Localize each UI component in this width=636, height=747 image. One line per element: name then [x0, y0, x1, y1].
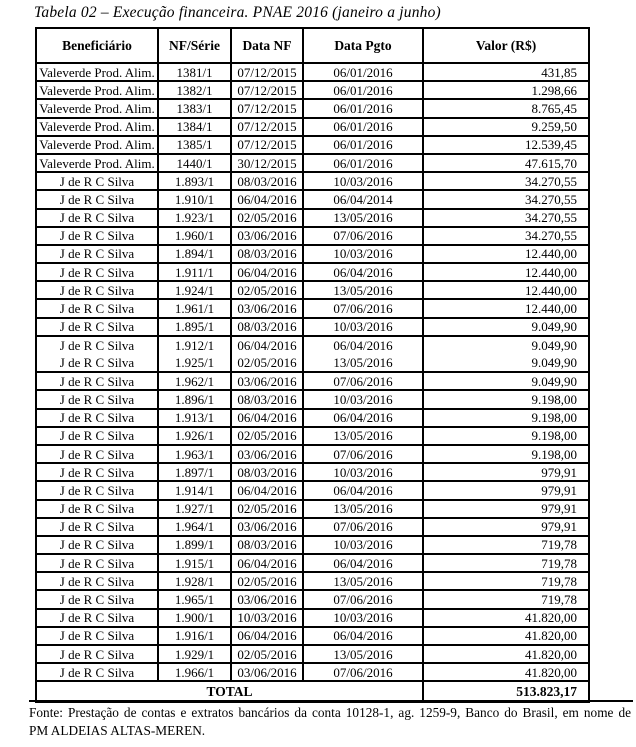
cell-data-pgto: 06/04/2016: [303, 409, 423, 427]
total-label: TOTAL: [36, 681, 423, 702]
page-title: Tabela 02 – Execução financeira. PNAE 2016 (janeiro a junho): [34, 4, 441, 21]
cell-nf-serie: 1.896/1: [158, 390, 231, 408]
cell-nf-serie: 1384/1: [158, 118, 231, 136]
cell-nf-serie: 1.924/1: [158, 281, 231, 299]
table-row: [36, 154, 589, 172]
cell-data-pgto: 06/04/2016: [303, 554, 423, 572]
cell-beneficiario: J de R C Silva: [36, 190, 158, 208]
cell-data-nf: 08/03/2016: [231, 245, 303, 263]
cell-data-pgto: 10/03/2016: [303, 390, 423, 408]
table-row: [36, 336, 589, 354]
table-row: [36, 427, 589, 445]
cell-data-nf: 08/03/2016: [231, 536, 303, 554]
cell-nf-serie: 1.961/1: [158, 299, 231, 317]
cell-beneficiario: J de R C Silva: [36, 590, 158, 608]
cell-data-nf: 02/05/2016: [231, 281, 303, 299]
cell-beneficiario: J de R C Silva: [36, 209, 158, 227]
table-row: [36, 409, 589, 427]
cell-beneficiario: J de R C Silva: [36, 663, 158, 681]
cell-data-nf: 08/03/2016: [231, 172, 303, 190]
cell-data-nf: 08/03/2016: [231, 390, 303, 408]
cell-data-nf: 07/12/2015: [231, 136, 303, 154]
cell-valor: 9.049,90: [423, 318, 589, 336]
cell-data-nf: 06/04/2016: [231, 190, 303, 208]
financial-table: [35, 27, 590, 703]
cell-valor: 9.198,00: [423, 390, 589, 408]
cell-valor: 979,91: [423, 463, 589, 481]
table-row: [36, 99, 589, 117]
header-cell-data-pgto: Data Pgto: [303, 28, 423, 63]
cell-valor: 9.259,50: [423, 118, 589, 136]
table-row: [36, 81, 589, 99]
cell-beneficiario: J de R C Silva: [36, 409, 158, 427]
header-cell-data-nf: Data NF: [231, 28, 303, 63]
cell-data-pgto: 07/06/2016: [303, 663, 423, 681]
cell-data-nf: 08/03/2016: [231, 463, 303, 481]
cell-valor: 9.049,90: [423, 372, 589, 390]
cell-nf-serie: 1.962/1: [158, 372, 231, 390]
cell-data-pgto: 06/01/2016: [303, 81, 423, 99]
cell-data-nf: 02/05/2016: [231, 500, 303, 518]
table-row: [36, 645, 589, 663]
cell-beneficiario: J de R C Silva: [36, 336, 158, 354]
cell-nf-serie: 1.928/1: [158, 572, 231, 590]
cell-valor: 41.820,00: [423, 663, 589, 681]
cell-data-pgto: 13/05/2016: [303, 281, 423, 299]
cell-nf-serie: 1.899/1: [158, 536, 231, 554]
cell-valor: 12.440,00: [423, 245, 589, 263]
cell-nf-serie: 1.929/1: [158, 645, 231, 663]
cell-valor: 41.820,00: [423, 645, 589, 663]
cell-nf-serie: 1.914/1: [158, 481, 231, 499]
cell-data-nf: 07/12/2015: [231, 81, 303, 99]
table-row: [36, 281, 589, 299]
cell-nf-serie: 1.910/1: [158, 190, 231, 208]
cell-nf-serie: 1.895/1: [158, 318, 231, 336]
cell-valor: 8.765,45: [423, 99, 589, 117]
table-row: [36, 390, 589, 408]
table-row: [36, 190, 589, 208]
cell-valor: 979,91: [423, 481, 589, 499]
cell-data-nf: 02/05/2016: [231, 427, 303, 445]
table-row: [36, 263, 589, 281]
source-note-line1: Fonte: Prestação de contas e extratos bancários da conta 10128-1, ag. 1259-9, Banco do Brasil, em nome de: [29, 705, 631, 720]
cell-data-pgto: 06/04/2014: [303, 190, 423, 208]
cell-data-nf: 02/05/2016: [231, 572, 303, 590]
cell-data-pgto: 06/04/2016: [303, 263, 423, 281]
cell-valor: 12.539,45: [423, 136, 589, 154]
cell-beneficiario: J de R C Silva: [36, 536, 158, 554]
cell-nf-serie: 1.925/1: [158, 354, 231, 372]
cell-data-pgto: 06/04/2016: [303, 336, 423, 354]
cell-beneficiario: J de R C Silva: [36, 500, 158, 518]
cell-valor: 9.198,00: [423, 427, 589, 445]
cell-data-nf: 06/04/2016: [231, 627, 303, 645]
cell-beneficiario: J de R C Silva: [36, 354, 158, 372]
cell-beneficiario: J de R C Silva: [36, 372, 158, 390]
cell-beneficiario: Valeverde Prod. Alim.: [36, 63, 158, 81]
cell-beneficiario: J de R C Silva: [36, 554, 158, 572]
cell-nf-serie: 1381/1: [158, 63, 231, 81]
cell-data-pgto: 10/03/2016: [303, 463, 423, 481]
cell-data-nf: 07/12/2015: [231, 63, 303, 81]
cell-data-pgto: 13/05/2016: [303, 500, 423, 518]
table-row: [36, 118, 589, 136]
cell-data-pgto: 10/03/2016: [303, 245, 423, 263]
cell-nf-serie: 1.911/1: [158, 263, 231, 281]
cell-data-pgto: 13/05/2016: [303, 354, 423, 372]
cell-valor: 12.440,00: [423, 299, 589, 317]
footnote-divider: [29, 700, 633, 702]
cell-data-pgto: 10/03/2016: [303, 172, 423, 190]
cell-nf-serie: 1382/1: [158, 81, 231, 99]
cell-valor: 9.198,00: [423, 445, 589, 463]
cell-data-nf: 03/06/2016: [231, 227, 303, 245]
cell-valor: 34.270,55: [423, 190, 589, 208]
cell-nf-serie: 1440/1: [158, 154, 231, 172]
cell-data-pgto: 07/06/2016: [303, 590, 423, 608]
cell-data-pgto: 13/05/2016: [303, 645, 423, 663]
cell-data-pgto: 06/01/2016: [303, 154, 423, 172]
cell-beneficiario: J de R C Silva: [36, 572, 158, 590]
source-note: [29, 704, 631, 739]
table-row: [36, 299, 589, 317]
table-row: [36, 63, 589, 81]
cell-nf-serie: 1.963/1: [158, 445, 231, 463]
table-row: [36, 572, 589, 590]
cell-data-nf: 03/06/2016: [231, 372, 303, 390]
table-row: [36, 590, 589, 608]
cell-beneficiario: J de R C Silva: [36, 390, 158, 408]
cell-data-pgto: 06/01/2016: [303, 118, 423, 136]
table-row: [36, 609, 589, 627]
cell-nf-serie: 1.965/1: [158, 590, 231, 608]
cell-beneficiario: J de R C Silva: [36, 445, 158, 463]
cell-data-nf: 07/12/2015: [231, 118, 303, 136]
cell-data-nf: 02/05/2016: [231, 209, 303, 227]
cell-data-pgto: 13/05/2016: [303, 427, 423, 445]
table-row: [36, 209, 589, 227]
cell-data-pgto: 07/06/2016: [303, 372, 423, 390]
table-row: [36, 554, 589, 572]
cell-data-nf: 06/04/2016: [231, 409, 303, 427]
table-row: [36, 372, 589, 390]
table-row: [36, 518, 589, 536]
cell-data-pgto: 07/06/2016: [303, 518, 423, 536]
cell-data-pgto: 06/01/2016: [303, 136, 423, 154]
cell-valor: 34.270,55: [423, 172, 589, 190]
cell-nf-serie: 1.912/1: [158, 336, 231, 354]
cell-data-pgto: 06/04/2016: [303, 481, 423, 499]
cell-beneficiario: J de R C Silva: [36, 481, 158, 499]
cell-data-pgto: 06/01/2016: [303, 63, 423, 81]
cell-valor: 9.198,00: [423, 409, 589, 427]
cell-valor: 12.440,00: [423, 281, 589, 299]
cell-data-pgto: 07/06/2016: [303, 299, 423, 317]
cell-data-nf: 08/03/2016: [231, 318, 303, 336]
table-row: [36, 245, 589, 263]
table-row: [36, 536, 589, 554]
cell-nf-serie: 1.964/1: [158, 518, 231, 536]
cell-valor: 9.049,90: [423, 354, 589, 372]
cell-data-nf: 06/04/2016: [231, 263, 303, 281]
cell-data-nf: 03/06/2016: [231, 299, 303, 317]
cell-nf-serie: 1.900/1: [158, 609, 231, 627]
table-row: [36, 627, 589, 645]
cell-beneficiario: Valeverde Prod. Alim.: [36, 99, 158, 117]
cell-beneficiario: Valeverde Prod. Alim.: [36, 154, 158, 172]
cell-data-nf: 06/04/2016: [231, 554, 303, 572]
cell-data-nf: 03/06/2016: [231, 518, 303, 536]
cell-beneficiario: Valeverde Prod. Alim.: [36, 136, 158, 154]
cell-data-nf: 10/03/2016: [231, 609, 303, 627]
cell-valor: 719,78: [423, 590, 589, 608]
cell-nf-serie: 1.927/1: [158, 500, 231, 518]
cell-data-pgto: 10/03/2016: [303, 318, 423, 336]
table-row: [36, 663, 589, 681]
cell-beneficiario: J de R C Silva: [36, 263, 158, 281]
cell-beneficiario: Valeverde Prod. Alim.: [36, 118, 158, 136]
cell-valor: 979,91: [423, 518, 589, 536]
cell-data-pgto: 13/05/2016: [303, 209, 423, 227]
cell-valor: 34.270,55: [423, 227, 589, 245]
cell-beneficiario: J de R C Silva: [36, 518, 158, 536]
source-note-line2: PM ALDEIAS ALTAS-MEREN.: [29, 722, 206, 738]
cell-data-nf: 07/12/2015: [231, 99, 303, 117]
cell-beneficiario: J de R C Silva: [36, 627, 158, 645]
cell-beneficiario: Valeverde Prod. Alim.: [36, 81, 158, 99]
cell-data-pgto: 06/01/2016: [303, 99, 423, 117]
cell-valor: 719,78: [423, 554, 589, 572]
cell-valor: 12.440,00: [423, 263, 589, 281]
cell-valor: 719,78: [423, 572, 589, 590]
table-row: [36, 463, 589, 481]
header-cell-nf-serie: NF/Série: [158, 28, 231, 63]
cell-nf-serie: 1.894/1: [158, 245, 231, 263]
table-row: [36, 318, 589, 336]
cell-data-nf: 03/06/2016: [231, 445, 303, 463]
cell-nf-serie: 1.913/1: [158, 409, 231, 427]
cell-data-nf: 02/05/2016: [231, 354, 303, 372]
table-row: [36, 354, 589, 372]
cell-valor: 1.298,66: [423, 81, 589, 99]
table-row: [36, 227, 589, 245]
cell-beneficiario: J de R C Silva: [36, 463, 158, 481]
cell-valor: 47.615,70: [423, 154, 589, 172]
table-row: [36, 445, 589, 463]
cell-nf-serie: 1.893/1: [158, 172, 231, 190]
header-cell-beneficiario: Beneficiário: [36, 28, 158, 63]
cell-beneficiario: J de R C Silva: [36, 645, 158, 663]
cell-valor: 41.820,00: [423, 609, 589, 627]
cell-beneficiario: J de R C Silva: [36, 318, 158, 336]
cell-data-nf: 06/04/2016: [231, 481, 303, 499]
cell-beneficiario: J de R C Silva: [36, 609, 158, 627]
cell-nf-serie: 1.960/1: [158, 227, 231, 245]
cell-data-pgto: 10/03/2016: [303, 536, 423, 554]
cell-valor: 9.049,90: [423, 336, 589, 354]
cell-data-pgto: 10/03/2016: [303, 609, 423, 627]
cell-data-nf: 03/06/2016: [231, 663, 303, 681]
header-cell-valor: Valor (R$): [423, 28, 589, 63]
table-row: [36, 172, 589, 190]
cell-nf-serie: 1.923/1: [158, 209, 231, 227]
cell-beneficiario: J de R C Silva: [36, 227, 158, 245]
cell-nf-serie: 1383/1: [158, 99, 231, 117]
cell-nf-serie: 1.915/1: [158, 554, 231, 572]
cell-valor: 41.820,00: [423, 627, 589, 645]
cell-nf-serie: 1.926/1: [158, 427, 231, 445]
cell-beneficiario: J de R C Silva: [36, 245, 158, 263]
table-row: [36, 481, 589, 499]
cell-beneficiario: J de R C Silva: [36, 299, 158, 317]
cell-data-nf: 06/04/2016: [231, 336, 303, 354]
table-row: [36, 136, 589, 154]
cell-nf-serie: 1385/1: [158, 136, 231, 154]
table-header-row: [36, 28, 589, 63]
cell-data-nf: 02/05/2016: [231, 645, 303, 663]
cell-valor: 719,78: [423, 536, 589, 554]
cell-nf-serie: 1.897/1: [158, 463, 231, 481]
cell-nf-serie: 1.916/1: [158, 627, 231, 645]
cell-data-pgto: 07/06/2016: [303, 445, 423, 463]
table-body: [36, 63, 589, 681]
cell-valor: 431,85: [423, 63, 589, 81]
cell-beneficiario: J de R C Silva: [36, 172, 158, 190]
cell-data-pgto: 06/04/2016: [303, 627, 423, 645]
total-value: 513.823,17: [423, 681, 589, 702]
cell-beneficiario: J de R C Silva: [36, 427, 158, 445]
cell-data-nf: 03/06/2016: [231, 590, 303, 608]
table-row: [36, 500, 589, 518]
cell-beneficiario: J de R C Silva: [36, 281, 158, 299]
cell-valor: 979,91: [423, 500, 589, 518]
cell-data-pgto: 07/06/2016: [303, 227, 423, 245]
cell-valor: 34.270,55: [423, 209, 589, 227]
cell-nf-serie: 1.966/1: [158, 663, 231, 681]
cell-data-nf: 30/12/2015: [231, 154, 303, 172]
cell-data-pgto: 13/05/2016: [303, 572, 423, 590]
